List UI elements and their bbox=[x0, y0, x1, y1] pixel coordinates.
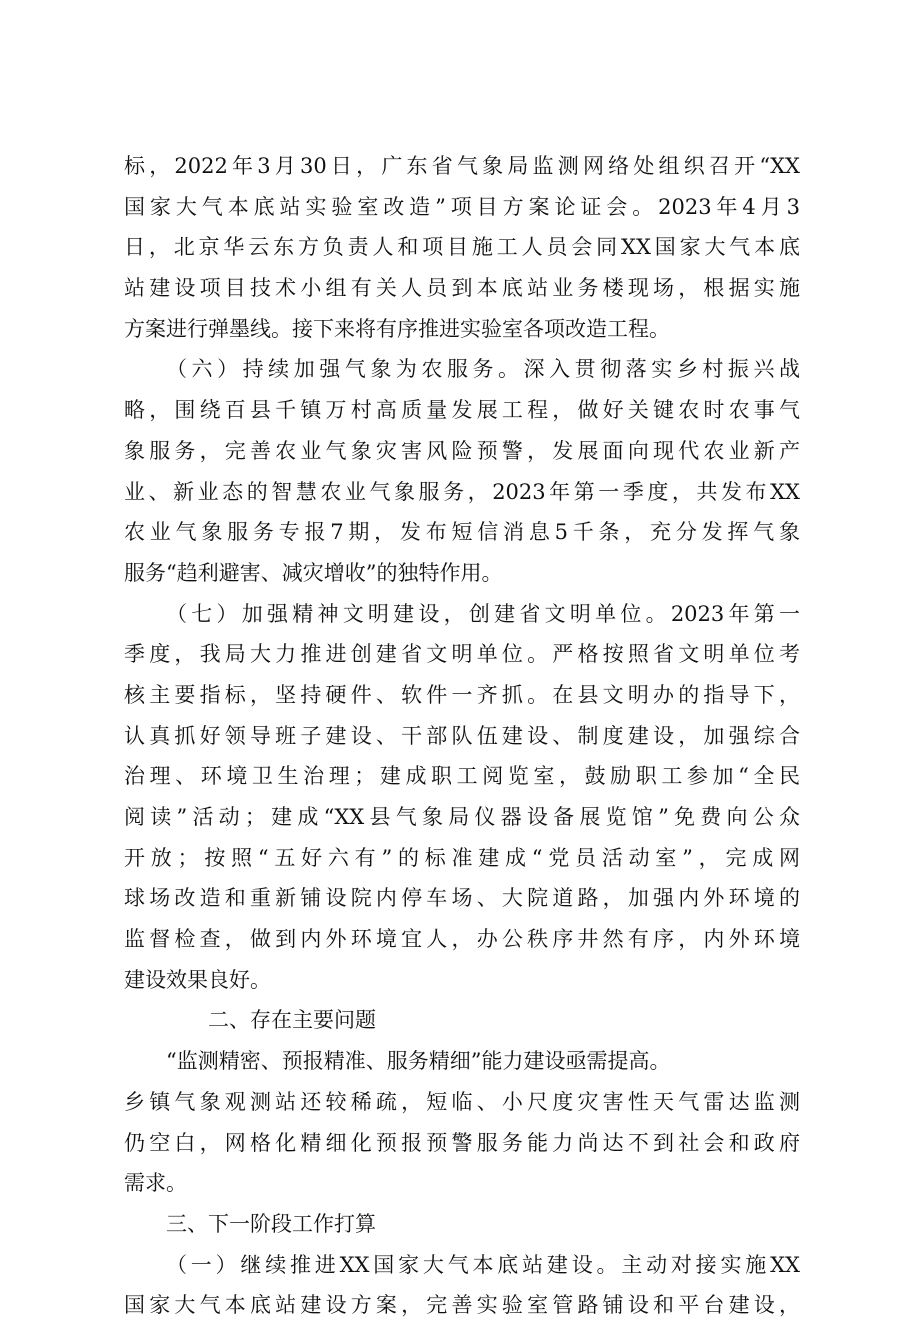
text-line: 象服务，完善农业气象灾害风险预警，发展面向现代农业新产 bbox=[124, 438, 800, 463]
section-heading: 二、存在主要问题 bbox=[208, 1008, 376, 1033]
text-line: 乡镇气象观测站还较稀疏，短临、小尺度灾害性天气雷达监测 bbox=[124, 1089, 800, 1114]
text-line: 季度，我局大力推进创建省文明单位。严格按照省文明单位考 bbox=[124, 642, 800, 667]
paragraph-heading-line: （六）持续加强气象为农服务。深入贯彻落实乡村振兴战 bbox=[166, 357, 800, 382]
text-line: 认真抓好领导班子建设、干部队伍建设、制度建设，加强综合 bbox=[124, 723, 800, 748]
text-line: 球场改造和重新铺设院内停车场、大院道路，加强内外环境的 bbox=[124, 886, 800, 911]
text-line: 阅读”活动；建成“XX县气象局仪器设备展览馆”免费向公众 bbox=[124, 805, 800, 829]
text-line: 监督检查，做到内外环境宜人，办公秩序井然有序，内外环境 bbox=[124, 927, 800, 952]
text-line: 开放；按照“五好六有”的标准建成“党员活动室”，完成网 bbox=[124, 845, 800, 870]
text-line: 建设效果良好。 bbox=[124, 967, 271, 992]
text-line: 国家大气本底站实验室改造”项目方案论证会。2023年4月3 bbox=[124, 194, 800, 219]
text-line: 业、新业态的智慧农业气象服务，2023年第一季度，共发布XX bbox=[124, 479, 800, 504]
paragraph-heading-line: （一）继续推进XX国家大气本底站建设。主动对接实施XX bbox=[166, 1252, 800, 1277]
document-page bbox=[124, 146, 800, 1326]
text-line: 方案进行弹墨线。接下来将有序推进实验室各项改造工程。 bbox=[124, 316, 670, 341]
text-line: 略，围绕百县千镇万村高质量发展工程，做好关键农时农事气 bbox=[124, 398, 800, 423]
text-line: “监测精密、预报精准、服务精细”能力建设亟需提高。 bbox=[166, 1049, 671, 1074]
text-line: 标，2022年3月30日，广东省气象局监测网络处组织召开“XX bbox=[124, 154, 800, 178]
text-line: 站建设项目技术小组有关人员到本底站业务楼现场，根据实施 bbox=[124, 276, 800, 301]
text-line: 治理、环境卫生治理；建成职工阅览室，鼓励职工参加“全民 bbox=[124, 764, 800, 789]
text-line: 仍空白，网格化精细化预报预警服务能力尚达不到社会和政府 bbox=[124, 1130, 800, 1155]
text-line: 需求。 bbox=[124, 1171, 187, 1196]
text-line: 服务“趋利避害、减灾增收”的独特作用。 bbox=[124, 560, 503, 585]
section-heading: 三、下一阶段工作打算 bbox=[166, 1211, 376, 1236]
text-line: 日，北京华云东方负责人和项目施工人员会同XX国家大气本底 bbox=[124, 235, 800, 260]
paragraph-heading-line: （七）加强精神文明建设，创建省文明单位。2023年第一 bbox=[166, 601, 800, 626]
text-line: 国家大气本底站建设方案，完善实验室管路铺设和平台建设， bbox=[124, 1293, 800, 1318]
text-line: 农业气象服务专报7期，发布短信消息5千条，充分发挥气象 bbox=[124, 520, 800, 545]
text-line: 核主要指标，坚持硬件、软件一齐抓。在县文明办的指导下， bbox=[124, 682, 800, 707]
